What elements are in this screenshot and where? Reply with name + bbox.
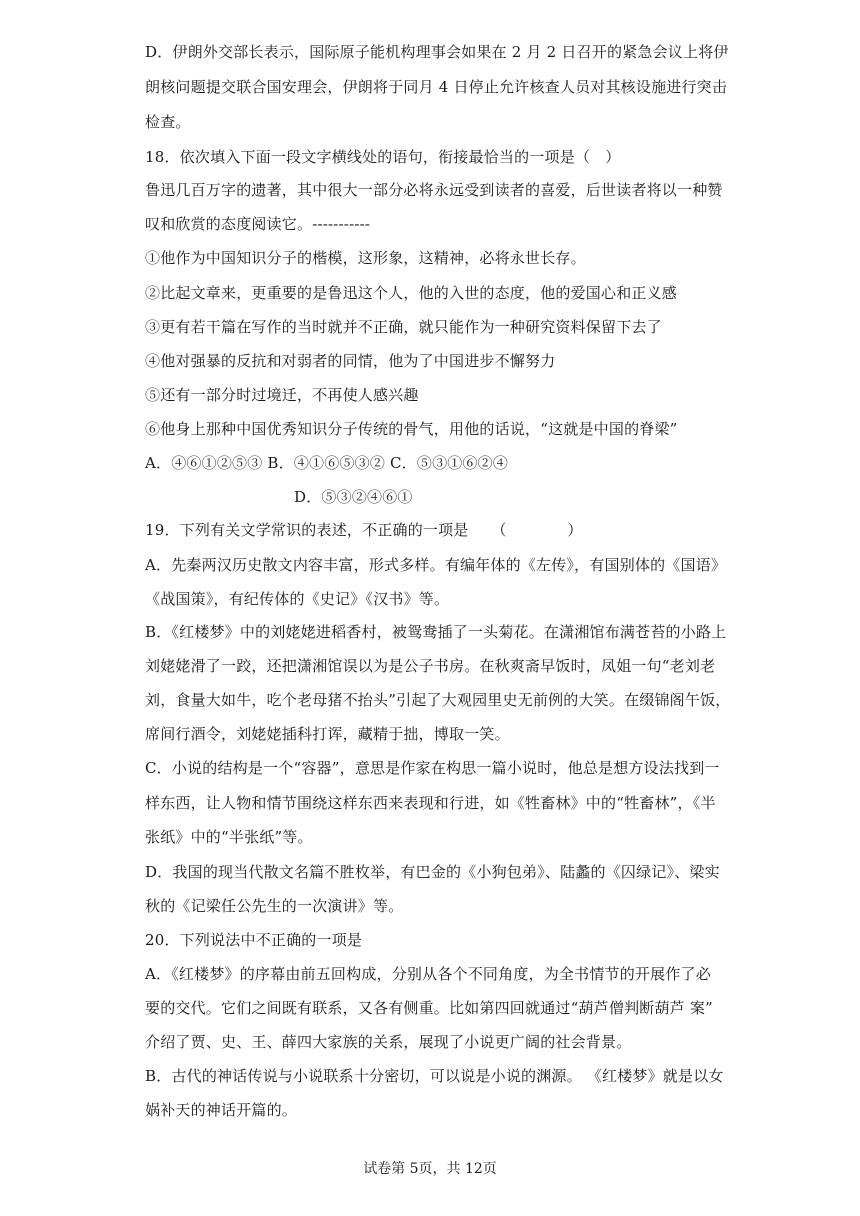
q17-option-d-line-1: D．伊朗外交部长表示，国际原子能机构理事会如果在 2 月 2 日召开的紧急会议上将伊 [145,43,729,61]
q19-option-b-line-2: 刘姥姥滑了一跤，还把潇湘馆误以为是公子书房。在秋爽斋早饭时，凤姐一句“老刘老 [145,657,716,675]
q19-option-c-line-2: 样东西，让人物和情节围绕这样东西来表现和行进，如《牲畜林》中的“牲畜林”，《半 [145,794,716,812]
q19-option-c-line-1: C．小说的结构是一个“容器”，意思是作家在构思一篇小说时，他总是想方设法找到一 [145,759,720,777]
q18-stem: 18．依次填入下面一段文字横线处的语句，衔接最恰当的一项是（ ） [145,148,621,166]
q18-option-d: D．⑤③②④⑥① [294,488,413,506]
q18-passage-line-2: 叹和欣赏的态度阅读它。----------- [145,215,371,233]
q20-option-b-line-1: B．古代的神话传说与小说联系十分密切，可以说是小说的渊源。 《红楼梦》就是以女 [145,1067,724,1085]
q17-option-d-line-3: 检查。 [145,113,191,131]
q20-option-b-line-2: 娲补天的神话开篇的。 [145,1101,298,1119]
q20-option-a-line-1: A．《红楼梦》的序幕由前五回构成，分别从各个不同角度，为全书情节的开展作了必 [145,965,711,983]
q18-sentence-4: ④他对强暴的反抗和对弱者的同情，他为了中国进步不懈努力 [145,352,556,370]
q20-option-a-line-3: 介绍了贾、史、王、薛四大家族的关系，展现了小说更广阔的社会背景。 [145,1033,632,1051]
q20-stem: 20．下列说法中不正确的一项是 [145,931,363,949]
q19-option-d-line-2: 秋的《记梁任公先生的一次演讲》等。 [145,897,404,915]
q18-sentence-1: ①他作为中国知识分子的楷模，这形象，这精神，必将永世长存。 [145,249,586,267]
q19-option-b-line-4: 席间行酒令，刘姥姥插科打诨，藏精于拙，博取一笑。 [145,725,510,743]
q17-option-d-line-2: 朗核问题提交联合国安理会，伊朗将于同月 4 日停止允许核查人员对其核设施进行突击 [145,78,728,96]
q18-sentence-6: ⑥他身上那种中国优秀知识分子传统的骨气，用他的话说，“这就是中国的脊梁” [145,420,678,438]
q18-sentence-3: ③更有若干篇在写作的当时就并不正确，就只能作为一种研究资料保留下去了 [145,318,662,336]
q19-option-b-line-3: 刘，食量大如牛，吃个老母猪不抬头”引起了大观园里史无前例的大笑。在缀锦阁午饭， [145,691,731,709]
q20-option-a-line-2: 要的交代。它们之间既有联系，又各有侧重。比如第四回就通过“葫芦僧判断葫芦 案” [145,999,713,1017]
q19-option-b-line-1: B．《红楼梦》中的刘姥姥进稻香村，被鸳鸯插了一头菊花。在潇湘馆布满苍苔的小路上 [145,623,727,641]
q19-option-c-line-3: 张纸》中的“半张纸”等。 [145,828,313,846]
q19-stem: 19．下列有关文学常识的表述，不正确的一项是 （ ） [145,521,583,539]
q18-sentence-5: ⑤还有一部分时过境迁，不再使人感兴趣 [145,386,419,404]
q19-option-a-line-2: 《战国策》，有纪传体的《史记》《汉书》等。 [145,590,450,608]
q19-option-a-line-1: A．先秦两汉历史散文内容丰富，形式多样。有编年体的《左传》，有国别体的《国语》 [145,556,727,574]
q19-option-d-line-1: D．我国的现当代散文名篇不胜枚举，有巴金的《小狗包弟》、陆蠡的《囚绿记》、梁实 [145,863,720,881]
q18-options-abc: A．④⑥①②⑤③ B．④①⑥⑤③② C．⑤③①⑥②④ [145,454,509,472]
page-footer: 试卷第 5页，共 12页 [363,1161,497,1177]
q18-sentence-2: ②比起文章来，更重要的是鲁迅这个人，他的入世的态度，他的爱国心和正义感 [145,284,678,302]
q18-passage-line-1: 鲁迅几百万字的遗著，其中很大一部分必将永远受到读者的喜爱，后世读者将以一种赞 [145,181,723,199]
